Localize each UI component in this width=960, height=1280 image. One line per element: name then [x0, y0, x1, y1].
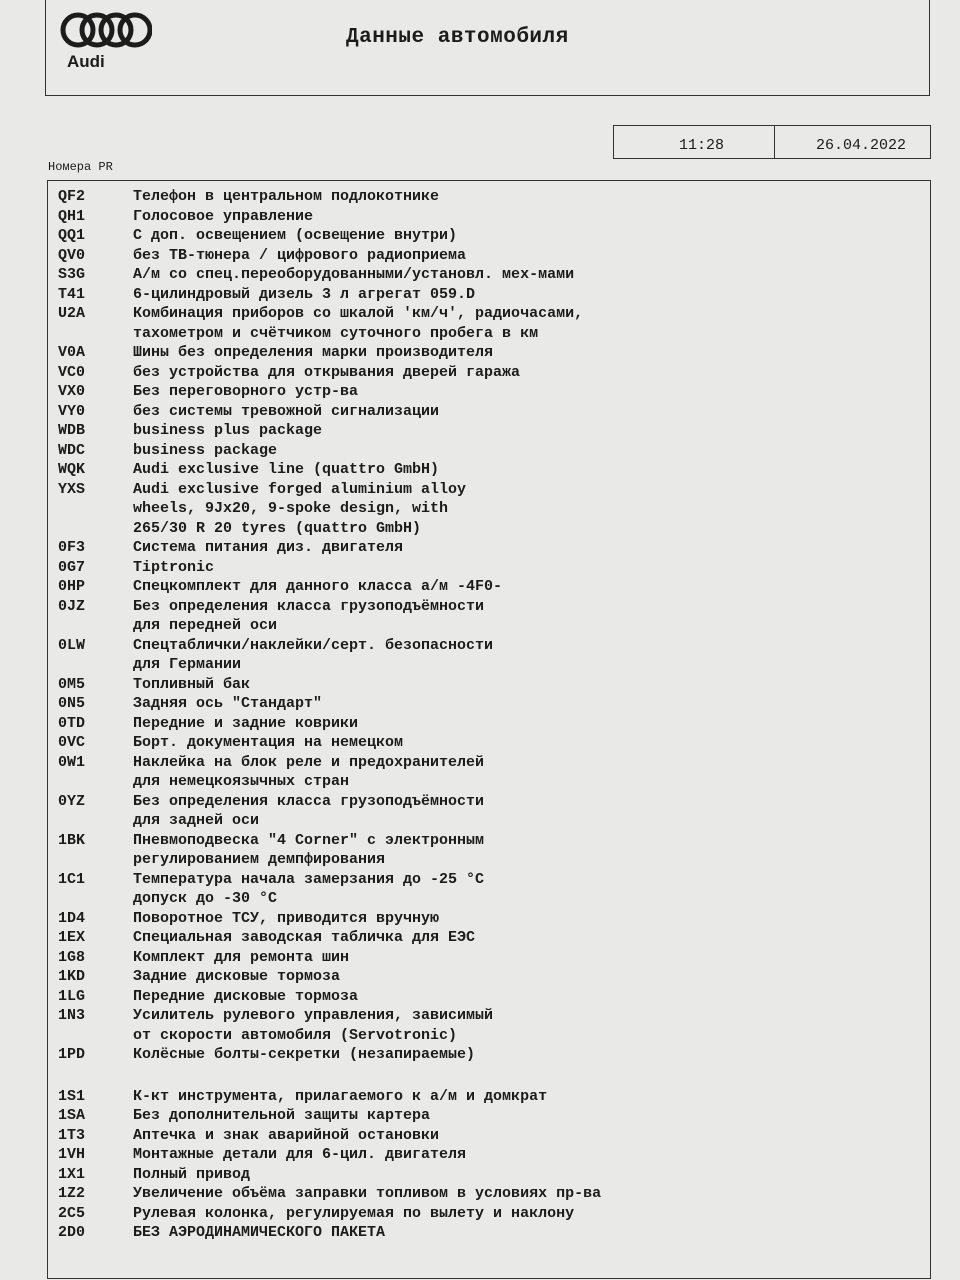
pr-description-line: Рулевая колонка, регулируемая по вылету и наклону: [133, 1204, 575, 1222]
pr-description-line: Усилитель рулевого управления, зависимый: [133, 1007, 494, 1024]
pr-code-row: [58, 226, 601, 246]
pr-code: 0LW: [58, 636, 86, 654]
pr-code-row: [58, 558, 601, 578]
pr-code-row: [58, 460, 601, 480]
pr-code-row: [58, 1223, 601, 1243]
pr-code: V0A: [58, 344, 86, 361]
pr-codes-list: [58, 187, 601, 1243]
pr-code-row: [58, 207, 601, 227]
pr-code: 1SA: [58, 1107, 86, 1124]
pr-code: WDB: [58, 422, 86, 439]
pr-description: [133, 831, 484, 870]
pr-description-line: Пневмоподвеска "4 Corner" с электронным: [133, 831, 485, 849]
pr-code: 1PD: [58, 1046, 86, 1063]
pr-description: [133, 1165, 250, 1185]
pr-code-row: [58, 1006, 601, 1045]
pr-code: YXS: [58, 480, 86, 498]
pr-description-line: для немецкоязычных стран: [133, 773, 350, 790]
pr-code: S3G: [58, 266, 86, 283]
pr-codes-table: [47, 180, 931, 1279]
pr-code-row: [58, 1165, 601, 1185]
pr-code: 0F3: [58, 539, 86, 556]
pr-description: [133, 207, 313, 227]
pr-description: [133, 382, 358, 402]
audi-logo: [60, 10, 160, 72]
pr-code: T41: [58, 285, 86, 303]
pr-description-line: wheels, 9Jx20, 9-spoke design, with: [133, 500, 449, 517]
timestamp-box: [613, 125, 931, 159]
pr-code: VY0: [58, 402, 86, 420]
pr-description-line: БЕЗ АЭРОДИНАМИЧЕСКОГО ПАКЕТА: [133, 1224, 386, 1241]
pr-code-row: [58, 1106, 601, 1126]
pr-description-line: без устройства для открывания дверей гаража: [133, 363, 521, 381]
pr-code: 0W1: [58, 753, 86, 771]
pr-description: [133, 441, 277, 461]
brand-name: Audi: [67, 52, 105, 71]
pr-description-line: С доп. освещением (освещение внутри): [133, 227, 458, 244]
pr-description: [133, 714, 358, 734]
pr-code-row: [58, 870, 601, 909]
pr-description-line: регулированием демпфирования: [133, 851, 386, 868]
pr-description-line: А/м со спец.переоборудованными/установл. мех-мами: [133, 266, 575, 283]
pr-description: [133, 967, 340, 987]
pr-description-line: Audi exclusive forged aluminium alloy: [133, 480, 467, 498]
pr-code-row: [58, 1045, 601, 1065]
pr-description: [133, 421, 322, 441]
pr-description-line: Система питания диз. двигателя: [133, 539, 404, 556]
pr-description-line: Задняя ось "Стандарт": [133, 695, 323, 712]
pr-description: [133, 733, 403, 753]
pr-code: 0N5: [58, 695, 86, 712]
pr-code: 1G8: [58, 948, 86, 966]
pr-description: [133, 246, 466, 266]
pr-description: [133, 870, 484, 909]
pr-description-line: Специальная заводская табличка для ЕЭС: [133, 929, 476, 946]
pr-description: [133, 1184, 601, 1204]
pr-description-line: для задней оси: [133, 812, 260, 829]
pr-description-line: Без определения класса грузоподъёмности: [133, 597, 485, 615]
pr-description: [133, 1145, 466, 1165]
pr-code: 1T3: [58, 1126, 86, 1144]
pr-code-row: [58, 753, 601, 792]
pr-code-row: [58, 285, 601, 305]
pr-description: [133, 1045, 475, 1065]
pr-code-row: [58, 909, 601, 929]
pr-description: [133, 987, 358, 1007]
pr-code: 2C5: [58, 1204, 86, 1222]
pr-description-line: от скорости автомобиля (Servotronic): [133, 1026, 458, 1044]
pr-description: [133, 1106, 430, 1126]
pr-code-row: [58, 343, 601, 363]
pr-description-line: Передние и задние коврики: [133, 714, 359, 732]
pr-code: 1LG: [58, 987, 86, 1005]
section-label: Номера PR: [48, 160, 113, 174]
pr-code: QH1: [58, 207, 86, 225]
pr-code: 1D4: [58, 909, 86, 927]
pr-code: QV0: [58, 246, 86, 264]
pr-code: QF2: [58, 188, 86, 205]
pr-code-row: [58, 694, 601, 714]
pr-code-row: [58, 967, 601, 987]
pr-description-line: Увеличение объёма заправки топливом в условиях пр-ва: [133, 1185, 602, 1202]
pr-description: [133, 402, 439, 422]
pr-code-row: [58, 1184, 601, 1204]
pr-description-line: Без переговорного устр-ва: [133, 383, 359, 400]
pr-code-row: [58, 1145, 601, 1165]
pr-code: 0YZ: [58, 792, 86, 810]
pr-description-line: 265/30 R 20 tyres (quattro GmbH): [133, 519, 422, 537]
pr-code-row: [58, 1204, 601, 1224]
pr-description: [133, 538, 403, 558]
pr-description-line: Топливный бак: [133, 675, 251, 693]
pr-description: [133, 753, 484, 792]
pr-description-line: К-кт инструмента, прилагаемого к а/м и домкрат: [133, 1087, 548, 1105]
pr-code: 1EX: [58, 929, 86, 946]
pr-code-row: [58, 987, 601, 1007]
pr-code-row: [58, 421, 601, 441]
pr-description: [133, 1126, 439, 1146]
pr-code-row: [58, 675, 601, 695]
pr-code-row: [58, 733, 601, 753]
pr-description-line: Спецкомплект для данного класса а/м -4F0-: [133, 578, 503, 595]
pr-description-line: 6-цилиндровый дизель 3 л агрегат 059.D: [133, 285, 476, 303]
pr-code: 0VC: [58, 734, 86, 751]
pr-code: 0G7: [58, 558, 86, 576]
pr-code: 0JZ: [58, 597, 86, 615]
pr-description-line: Борт. документация на немецком: [133, 734, 404, 751]
pr-code: QQ1: [58, 227, 86, 244]
pr-description: [133, 363, 520, 383]
pr-description: [133, 909, 439, 929]
pr-code: 1N3: [58, 1007, 86, 1024]
pr-code: 1BK: [58, 831, 86, 849]
pr-code-row: [58, 928, 601, 948]
pr-code: U2A: [58, 305, 86, 322]
pr-description-line: Голосовое управление: [133, 207, 314, 225]
pr-description: [133, 343, 493, 363]
pr-description: [133, 675, 250, 695]
pr-description-line: Без дополнительной защиты картера: [133, 1107, 431, 1124]
pr-code-row: [58, 577, 601, 597]
pr-description: [133, 558, 214, 578]
print-date: 26.04.2022: [815, 137, 906, 154]
pr-code-row: [58, 363, 601, 383]
pr-description: [133, 636, 493, 675]
page-title: Данные автомобиля: [346, 26, 569, 49]
pr-description-line: Комплект для ремонта шин: [133, 948, 350, 966]
pr-description-line: Задние дисковые тормоза: [133, 968, 341, 985]
pr-code: VX0: [58, 383, 86, 400]
pr-code: 0HP: [58, 578, 86, 595]
pr-description: [133, 597, 484, 636]
pr-description-line: для передней оси: [133, 617, 278, 634]
pr-code-row: [58, 402, 601, 422]
document-header: [45, 0, 930, 96]
pr-code-row: [58, 714, 601, 734]
pr-description-line: Аптечка и знак аварийной остановки: [133, 1126, 440, 1144]
pr-code: 2D0: [58, 1224, 86, 1241]
pr-description: [133, 460, 439, 480]
pr-code-row: [58, 1126, 601, 1146]
pr-description-line: без ТВ-тюнера / цифрового радиоприема: [133, 246, 467, 264]
pr-description: [133, 480, 466, 539]
pr-description-line: Телефон в центральном подлокотнике: [133, 188, 440, 205]
pr-description-line: Audi exclusive line (quattro GmbH): [133, 461, 440, 478]
pr-description-line: Поворотное ТСУ, приводится вручную: [133, 909, 440, 927]
pr-code-row: [58, 1087, 601, 1107]
pr-description-line: Температура начала замерзания до -25 °C: [133, 870, 485, 888]
pr-description-line: Шины без определения марки производителя: [133, 344, 494, 361]
pr-description-line: допуск до -30 °C: [133, 890, 278, 907]
pr-description-line: Полный привод: [133, 1165, 251, 1183]
pr-description: [133, 792, 484, 831]
pr-description-line: тахометром и счётчиком суточного пробега в км: [133, 324, 539, 342]
pr-code-row: [58, 382, 601, 402]
print-time: 11:28: [614, 126, 775, 158]
pr-description: [133, 187, 439, 207]
pr-code-row: [58, 441, 601, 461]
pr-code-row: [58, 948, 601, 968]
pr-description: [133, 226, 457, 246]
pr-code: 1C1: [58, 870, 86, 888]
pr-code: 1Z2: [58, 1185, 86, 1202]
pr-code-row: [58, 480, 601, 539]
pr-description-line: Спецтаблички/наклейки/серт. безопасности: [133, 636, 494, 654]
pr-code-row: [58, 636, 601, 675]
pr-code: WDC: [58, 441, 86, 459]
pr-code-row: [58, 538, 601, 558]
pr-description-line: business plus package: [133, 422, 323, 439]
pr-description: [133, 948, 349, 968]
pr-description-line: Наклейка на блок реле и предохранителей: [133, 753, 485, 771]
pr-code-row: [58, 246, 601, 266]
pr-code-row: [58, 304, 601, 343]
pr-code-row: [58, 831, 601, 870]
pr-description: [133, 694, 322, 714]
pr-description: [133, 304, 583, 343]
pr-description-line: Tiptronic: [133, 558, 215, 576]
pr-code-row: [58, 597, 601, 636]
pr-description: [133, 928, 475, 948]
pr-description-line: Передние дисковые тормоза: [133, 987, 359, 1005]
pr-description-line: Колёсные болты-секретки (незапираемые): [133, 1046, 476, 1063]
pr-code: 0TD: [58, 714, 86, 732]
pr-code: 1X1: [58, 1165, 86, 1183]
pr-code: 1KD: [58, 968, 86, 985]
audi-rings-icon: [60, 10, 152, 50]
pr-description-line: Комбинация приборов со шкалой 'км/ч', радиочасами,: [133, 305, 584, 322]
pr-description: [133, 265, 574, 285]
pr-description-line: без системы тревожной сигнализации: [133, 402, 440, 420]
pr-code: WQK: [58, 461, 86, 478]
pr-description: [133, 1223, 385, 1243]
pr-description: [133, 1087, 547, 1107]
pr-code-row: [58, 265, 601, 285]
pr-code-row: [58, 792, 601, 831]
pr-description: [133, 577, 502, 597]
pr-code-row: [58, 187, 601, 207]
pr-description: [133, 1006, 493, 1045]
pr-description-line: Без определения класса грузоподъёмности: [133, 792, 485, 810]
pr-description: [133, 285, 475, 305]
pr-description: [133, 1204, 574, 1224]
pr-description-line: business package: [133, 441, 278, 459]
pr-code: VC0: [58, 363, 86, 381]
pr-code: 1S1: [58, 1087, 86, 1105]
pr-description-line: для Германии: [133, 656, 242, 673]
pr-code: 0M5: [58, 675, 86, 693]
pr-code: 1VH: [58, 1146, 86, 1163]
pr-description-line: Монтажные детали для 6-цил. двигателя: [133, 1146, 467, 1163]
